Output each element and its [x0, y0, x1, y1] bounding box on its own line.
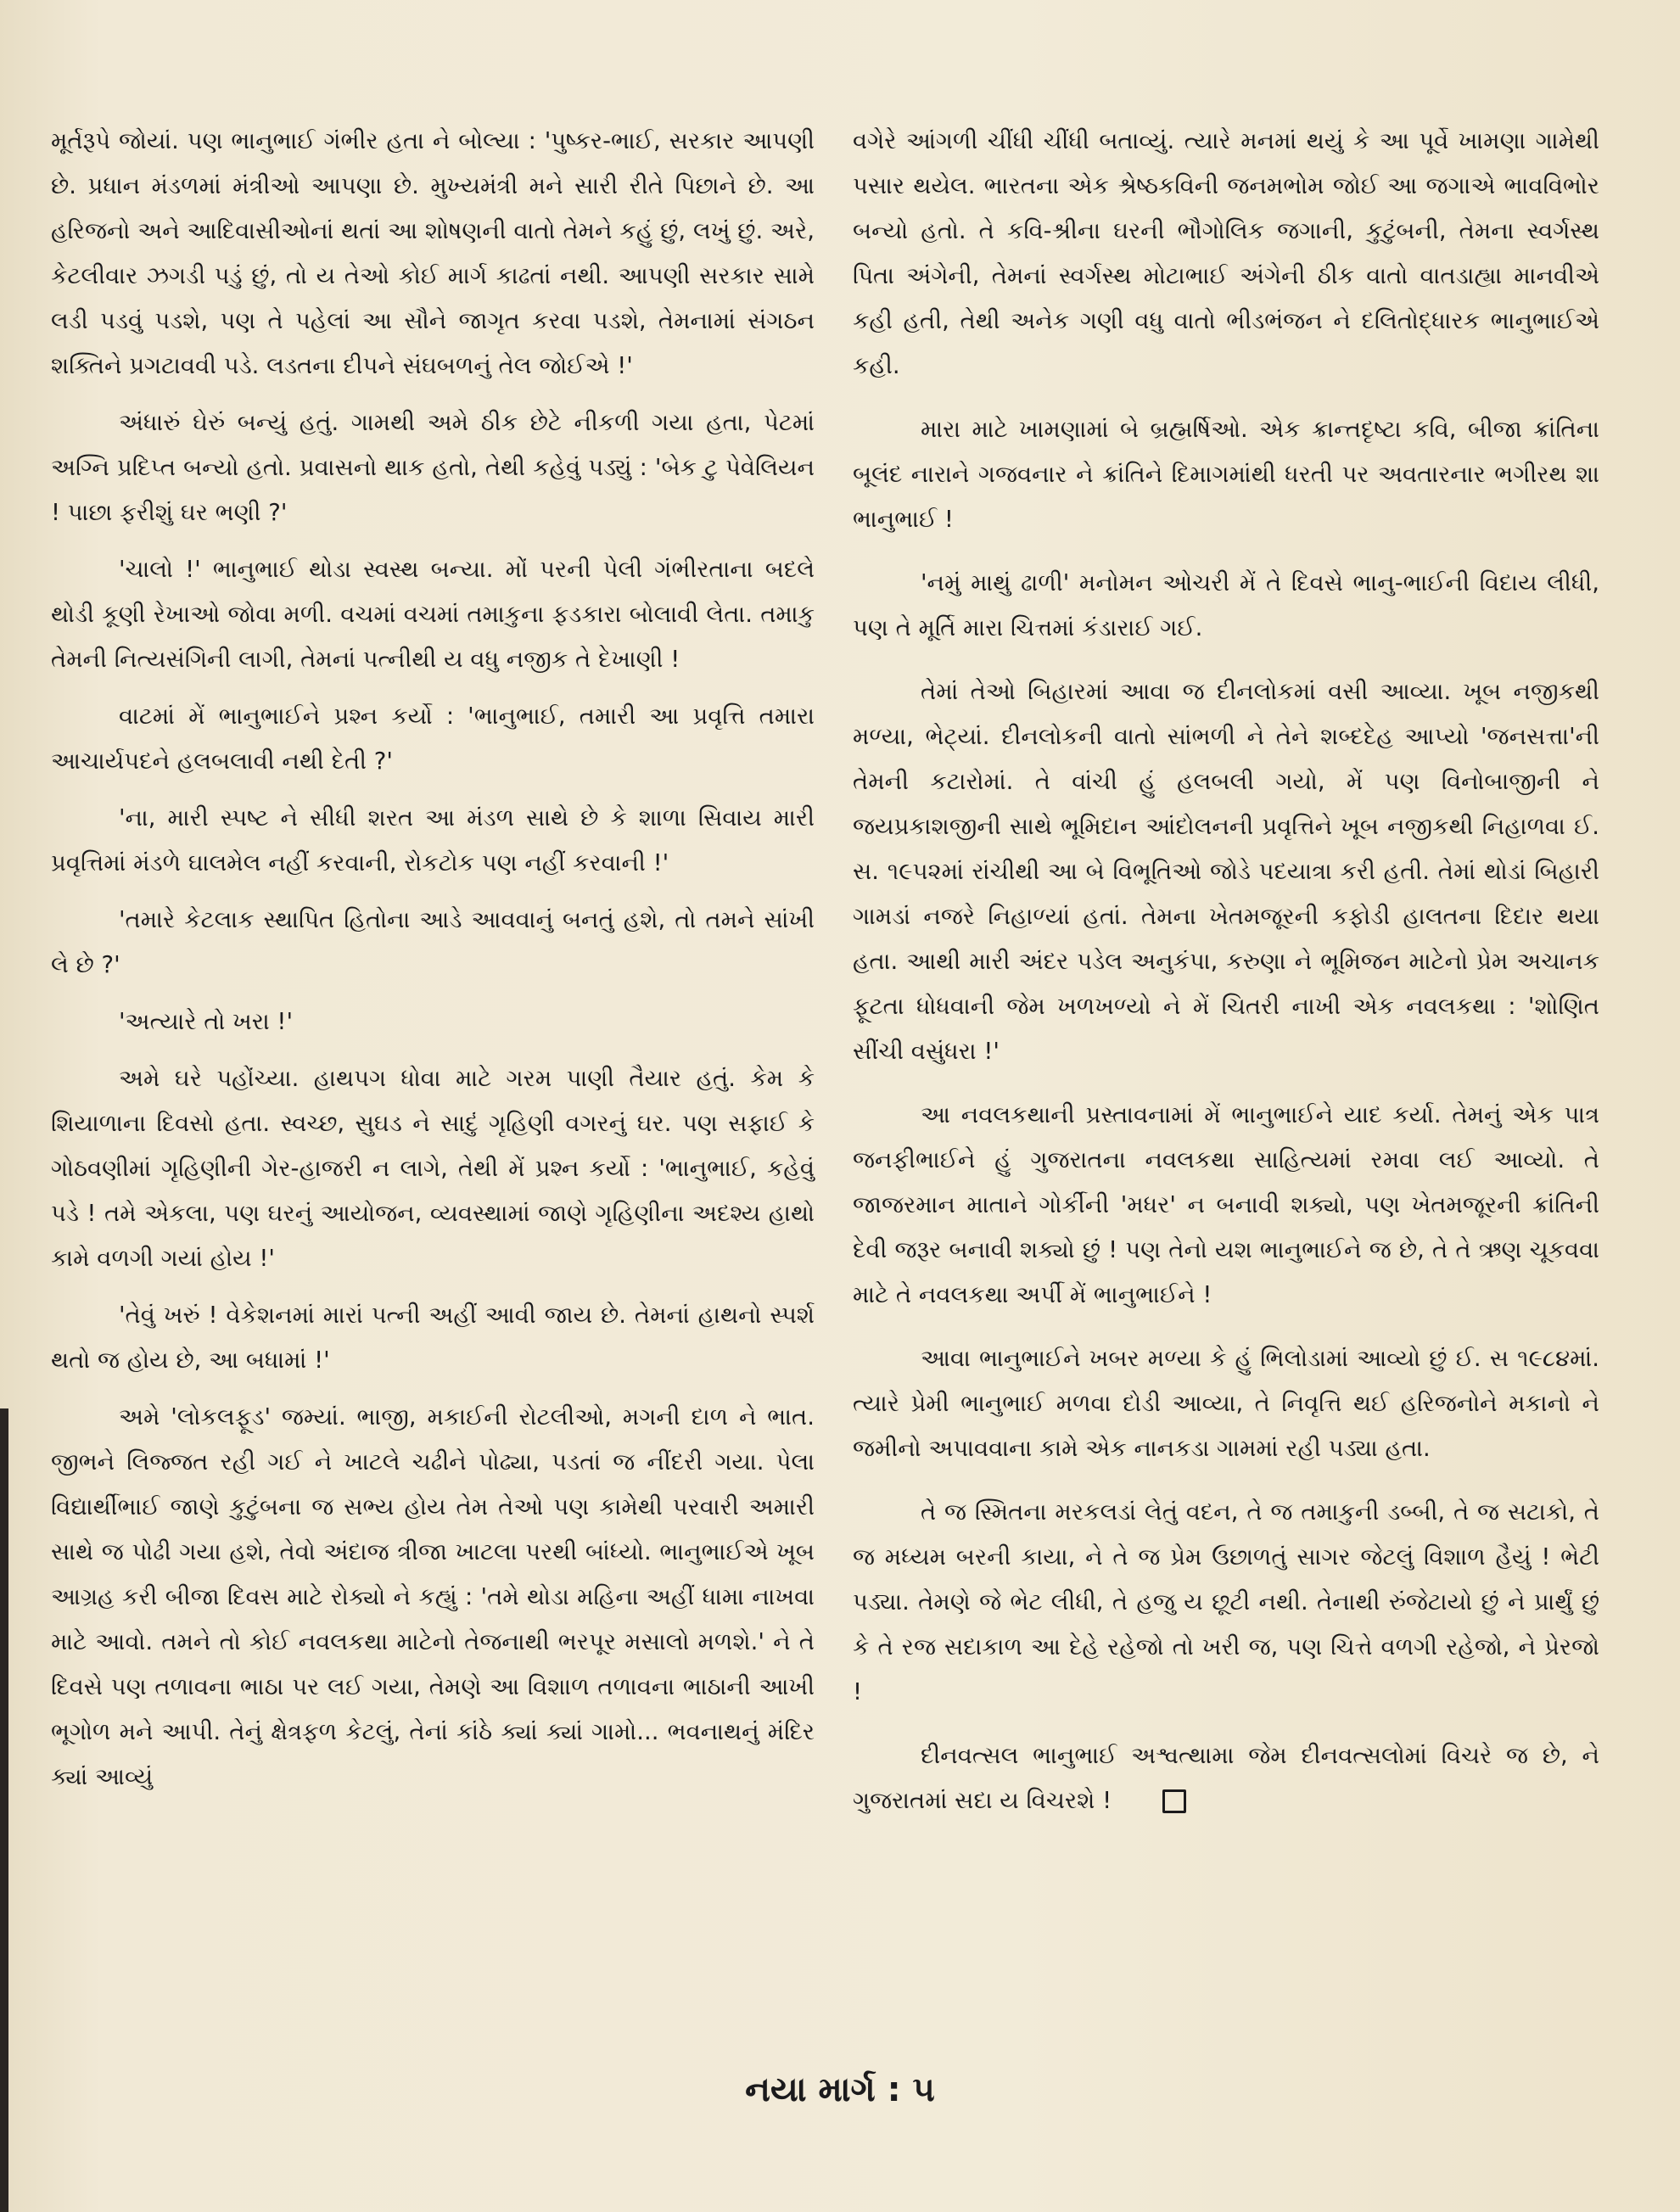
end-of-article-mark [1162, 1789, 1186, 1813]
paragraph: 'ના, મારી સ્પષ્ટ ને સીધી શરત આ મંડળ સાથે છે કે શાળા સિવાય મારી પ્રવૃત્તિમાં મંડળે ઘાલમેલ નહીં કરવાની, રોકટોક પણ નહીં કરવાની !' [51, 804, 815, 876]
paragraph: અમે ઘરે પહોંચ્યા. હાથપગ ધોવા માટે ગરમ પાણી તૈયાર હતું. કેમ કે શિયાળાના દિવસો હતા. સ્વચ્છ, સુઘડ ને સાદું ગૃહિણી વગરનું ઘર. પણ સફાઈ કે ગોઠવણીમાં ગૃહિણીની ગેર-હાજરી ન લાગે, તેથી મેં પ્રશ્ન કર્યો : 'ભાનુભાઈ, કહેવું પડે ! તમે એકલા, પણ ઘરનું આયોજન, વ્યવસ્થામાં જાણે ગૃહિણીના અદશ્ય હાથો કામે વળગી ગયાં હોય !' [51, 1065, 815, 1272]
paragraph: 'અત્યારે તો ખરા !' [119, 1008, 294, 1035]
page-footer: નયા માર્ગ : ૫ [745, 2070, 935, 2109]
paragraph: તેમાં તેઓ બિહારમાં આવા જ દીનલોકમાં વસી આવ્યા. ખૂબ નજીકથી મળ્યા, ભેટ્યાં. દીનલોકની વાતો સાંભળી ને તેને શબ્દદેહ આપ્યો 'જનસત્તા'ની તેમની કટારોમાં. તે વાંચી હું હલબલી ગયો, મેં પણ વિનોબાજીની ને જયપ્રકાશજીની સાથે ભૂમિદાન આંદોલનની પ્રવૃત્તિને ખૂબ નજીકથી નિહાળવા ઈ. સ. ૧૯૫૨માં રાંચીથી આ બે વિભૂતિઓ જોડે પદયાત્રા કરી હતી. તેમાં થોડાં બિહારી ગામડાં નજરે નિહાળ્યાં હતાં. તેમના ખેતમજૂરની કફોડી હાલતના દિદાર થયા હતા. આથી મારી અંદર પડેલ અનુકંપા, કરુણા ને ભૂમિજન માટેનો પ્રેમ અચાનક ફૂટતા ધોધવાની જેમ ખળખળ્યો ને મેં ચિતરી નાખી એક નવલકથા : 'શોણિત સીંચી વસુંધરા !' [853, 678, 1599, 1065]
closing-text: દીનવત્સલ ભાનુભાઈ અશ્વત્થામા જેમ દીનવત્સલોમાં વિચરે જ છે, ને ગુજરાતમાં સદા ય વિચરશે ! [853, 1742, 1599, 1814]
paragraph: મારા માટે ખામણામાં બે બ્રહ્મર્ષિઓ. એક ક્રાન્તદૃષ્ટા કવિ, બીજા ક્રાંતિના બૂલંદ નારાને ગજવનાર ને ક્રાંતિને દિમાગમાંથી ધરતી પર અવતારનાર ભગીરથ શા ભાનુભાઈ ! [853, 416, 1599, 533]
paragraph: 'નમું માથું ઢાળી' મનોમન ઓચરી મેં તે દિવસે ભાનુ-ભાઈની વિદાય લીધી, પણ તે મૂર્તિ મારા ચિત્તમાં કંડારાઈ ગઈ. [853, 569, 1599, 641]
paragraph: 'ચાલો !' ભાનુભાઈ થોડા સ્વસ્થ બન્યા. મોં પરની પેલી ગંભીરતાના બદલે થોડી કૂણી રેખાઓ જોવા મળી. વચમાં વચમાં તમાકુના ફડકારા બોલાવી લેતા. તમાકુ તેમની નિત્યસંગિની લાગી, તેમનાં પત્નીથી ય વધુ નજીક તે દેખાણી ! [51, 556, 815, 673]
paragraph: અંધારું ઘેરું બન્યું હતું. ગામથી અમે ઠીક છેટે નીકળી ગયા હતા, પેટમાં અગ્નિ પ્રદિપ્ત બન્યો હતો. પ્રવાસનો થાક હતો, તેથી કહેવું પડ્યું : 'બેક ટુ પેવેલિયન ! પાછા ફરીશું ઘર ભણી ?' [51, 409, 815, 526]
left-column [51, 119, 815, 1812]
right-column [853, 119, 1599, 1842]
paragraph: 'તમારે કેટલાક સ્થાપિત હિતોના આડે આવવાનું બનતું હશે, તો તમને સાંખી લે છે ?' [51, 906, 815, 978]
paragraph: વગેરે આંગળી ચીંધી ચીંધી બતાવ્યું. ત્યારે મનમાં થયું કે આ પૂર્વે ખામણા ગામેથી પસાર થયેલ. ભારતના એક શ્રેષ્ઠકવિની જનમભોમ જોઈ આ જગાએ ભાવવિભોર બન્યો હતો. તે કવિ-શ્રીના ઘરની ભૌગોલિક જગાની, કુટુંબની, તેમના સ્વર્ગસ્થ પિતા અંગેની, તેમનાં સ્વર્ગસ્થ મોટાભાઈ અંગેની ઠીક વાતો વાતડાહ્યા માનવીએ કહી હતી, તેથી અનેક ગણી વધુ વાતો ભીડભંજન ને દલિતોદ્ધારક ભાનુભાઈએ કહી. [853, 127, 1599, 379]
paragraph: અમે 'લોકલફૂડ' જમ્યાં. ભાજી, મકાઈની રોટલીઓ, મગની દાળ ને ભાત. જીભને લિજ્જત રહી ગઈ ને ખાટલે ચઢીને પોઢ્યા, પડતાં જ નીંદરી ગયા. પેલા વિદ્યાર્થીભાઈ જાણે કુટુંબના જ સભ્ય હોય તેમ તેઓ પણ કામેથી પરવારી અમારી સાથે જ પોઢી ગયા હશે, તેવો અંદાજ ત્રીજા ખાટલા પરથી બાંધ્યો. ભાનુભાઈએ ખૂબ આગ્રહ કરી બીજા દિવસ માટે રોક્યો ને કહ્યું : 'તમે થોડા મહિના અહીં ધામા નાખવા માટે આવો. તમને તો કોઈ નવલકથા માટેનો તેજનાથી ભરપૂર મસાલો મળશે.' ને તે દિવસે પણ તળાવના ભાઠા પર લઈ ગયા, તેમણે આ વિશાળ તળાવના ભાઠાની આખી ભૂગોળ મને આપી. તેનું ક્ષેત્રફળ કેટલું, તેનાં કાંઠે ક્યાં ક્યાં ગામો... ભવનાથનું મંદિર ક્યાં આવ્યું [51, 1403, 815, 1790]
paragraph: મૂર્તરૂપે જોયાં. પણ ભાનુભાઈ ગંભીર હતા ને બોલ્યા : 'પુષ્કર-ભાઈ, સરકાર આપણી છે. પ્રધાન મંડળમાં મંત્રીઓ આપણા છે. મુખ્યમંત્રી મને સારી રીતે પિછાને છે. આ હરિજનો અને આદિવાસીઓનાં થતાં આ શોષણની વાતો તેમને કહું છું, લખું છું. અરે, કેટલીવાર ઝગડી પડું છું, તો ય તેઓ કોઈ માર્ગ કાઢતાં નથી. આપણી સરકાર સામે લડી પડવું પડશે, પણ તે પહેલાં આ સૌને જાગૃત કરવા પડશે, તેમનામાં સંગઠન શક્તિને પ્રગટાવવી પડે. લડતના દીપને સંઘબળનું તેલ જોઈએ !' [51, 127, 815, 379]
paragraph: તે જ સ્મિતના મરકલડાં લેતું વદન, તે જ તમાકુની ડબ્બી, તે જ સટાકો, તે જ મધ્યમ બરની કાયા, ને તે જ પ્રેમ ઉછાળતું સાગર જેટલું વિશાળ હૈયું ! ભેટી પડ્યા. તેમણે જે ભેટ લીધી, તે હજુ ય છૂટી નથી. તેનાથી રુંજેટાયો છું ને પ્રાર્થું છું કે તે રજ સદાકાળ આ દેહે રહેજો તો ખરી જ, પણ ચિત્તે વળગી રહેજો, ને પ્રેરજો ! [853, 1498, 1599, 1705]
paragraph: આ નવલકથાની પ્રસ્તાવનામાં મેં ભાનુભાઈને યાદ કર્યા. તેમનું એક પાત્ર જનફીભાઈને હું ગુજરાતના નવલકથા સાહિત્યમાં રમવા લઈ આવ્યો. તે જાજરમાન માતાને ગોર્કીની 'મધર' ન બનાવી શક્યો, પણ ખેતમજૂરની ક્રાંતિની દેવી જરૂર બનાવી શક્યો છું ! પણ તેનો યશ ભાનુભાઈને જ છે, તે તે ઋણ ચૂકવવા માટે તે નવલકથા અર્પી મેં ભાનુભાઈને ! [853, 1101, 1599, 1308]
paragraph: વાટમાં મેં ભાનુભાઈને પ્રશ્ન કર્યો : 'ભાનુભાઈ, તમારી આ પ્રવૃત્તિ તમારા આચાર્યપદને હલબલાવી નથી દેતી ?' [51, 703, 815, 775]
paragraph: 'તેવું ખરું ! વેકેશનમાં મારાં પત્ની અહીં આવી જાય છે. તેમનાં હાથનો સ્પર્શ થતો જ હોય છે, આ બધામાં !' [51, 1302, 815, 1374]
closing-paragraph [853, 1733, 1599, 1823]
paragraph: આવા ભાનુભાઈને ખબર મળ્યા કે હું ભિલોડામાં આવ્યો છું ઈ. સ ૧૯૮૪માં. ત્યારે પ્રેમી ભાનુભાઈ મળવા દોડી આવ્યા, તે નિવૃત્તિ થઈ હરિજનોને મકાનો ને જમીનો અપાવવાના કામે એક નાનકડા ગામમાં રહી પડ્યા હતા. [853, 1345, 1599, 1462]
